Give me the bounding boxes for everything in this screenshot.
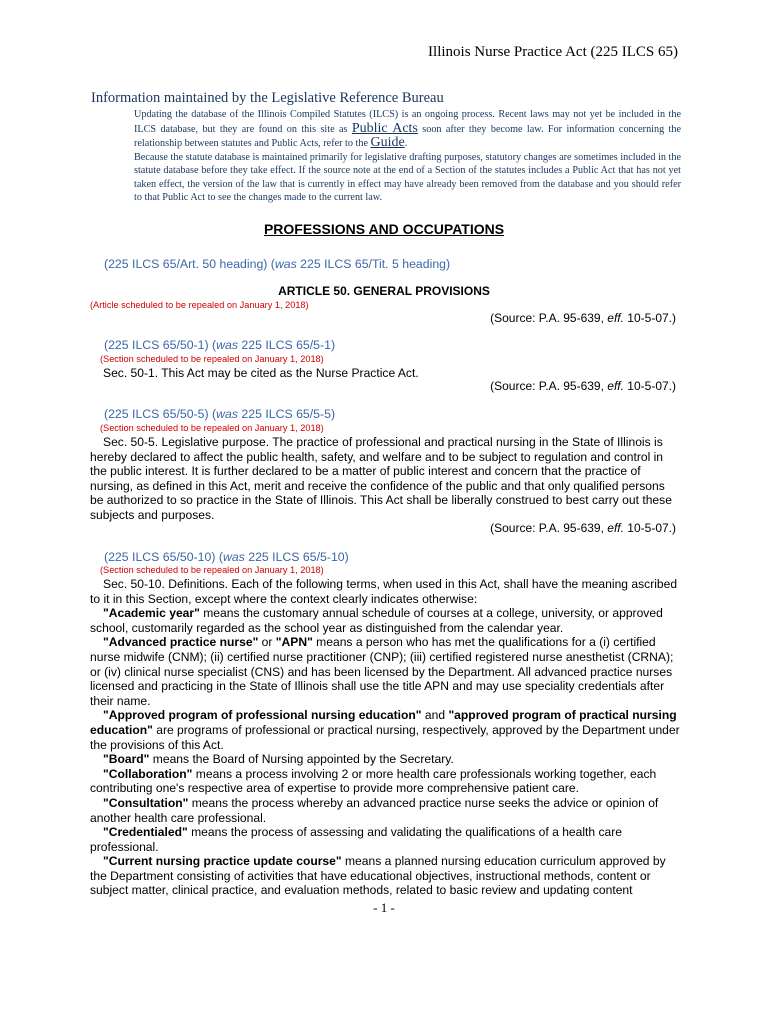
source-text: 10-5-07.) [623, 521, 676, 535]
source-text: (Source: P.A. 95-639, [490, 379, 608, 393]
citation-text: (225 ILCS 65/50-1) ( [104, 338, 217, 352]
definition-text: are programs of professional or practical nursing, respectively, approved by the Department under the provisions of this Act. [90, 722, 680, 752]
definition-term: "APN" [275, 635, 313, 650]
definition-academic-year [90, 606, 680, 635]
section-50-1-citation [104, 338, 335, 352]
lrb-text: . [404, 138, 408, 149]
citation-text: (225 ILCS 65/50-10) ( [104, 550, 223, 564]
source-text: 10-5-07.) [623, 379, 676, 393]
definition-term: "Approved program of professional nursing education" [103, 708, 422, 723]
citation-was: was [222, 550, 245, 564]
definition-text: means a planned nursing education curriculum approved by the Department consisting of activities that have educational objectives, instructional methods, content or subject matter, clinical practice, and evaluation methods, related to basic review and updating content [90, 854, 666, 898]
citation-text: 225 ILCS 65/5-1) [237, 338, 336, 352]
citation-was: was [216, 407, 238, 421]
section-50-5-repeal-note: (Section scheduled to be repealed on January 1, 2018) [100, 423, 324, 433]
section-50-5-text [90, 435, 680, 523]
definition-text: or [258, 635, 276, 650]
definition-text: means the Board of Nursing appointed by the Secretary. [149, 752, 454, 767]
section-50-5-source-note [490, 521, 676, 535]
source-eff: eff. [607, 311, 624, 325]
section-50-5-body: Sec. 50-5. Legislative purpose. The practice of professional and practical nursing in the State of Illinois is hereby declared to affect the public health, safety, and welfare and to be subject to regulation and control in the public interest. It is further declared to be a matter of public interest and concern that the practice of nursing, as defined in this Act, merit and receive the confidence of the public and that only qualified persons be authorized to so practice in the State of Illinois. This Act shall be liberally construed to best carry out these subjects and purposes. [90, 435, 672, 522]
guide-link[interactable]: Guide [370, 135, 405, 150]
section-50-10-repeal-note: (Section scheduled to be repealed on January 1, 2018) [100, 565, 324, 575]
article-repeal-note: (Article scheduled to be repealed on January 1, 2018) [90, 300, 309, 310]
source-text: (Source: P.A. 95-639, [490, 521, 608, 535]
citation-text: 225 ILCS 65/Tit. 5 heading) [296, 257, 451, 271]
lrb-notice [91, 90, 681, 205]
lrb-notice-body [134, 108, 681, 205]
definition-update-course [90, 854, 680, 898]
definition-text: means a process involving 2 or more health care professionals working together, each contributing one's respective area of expertise to provide more comprehensive patient care. [90, 766, 657, 796]
page-number: - 1 - [373, 900, 395, 915]
definition-consultation [90, 796, 680, 825]
definition-board [90, 752, 680, 767]
section-50-10-text [90, 577, 680, 898]
running-header: Illinois Nurse Practice Act (225 ILCS 65) [428, 44, 678, 60]
section-50-10-intro: Sec. 50-10. Definitions. Each of the following terms, when used in this Act, shall have the meaning ascribed to it in this Section, except where the context clearly indicates otherwise: [90, 577, 678, 606]
definition-credentialed [90, 825, 680, 854]
source-text: (Source: P.A. 95-639, [490, 311, 608, 325]
article-heading-citation [104, 257, 450, 271]
article-title: ARTICLE 50. GENERAL PROVISIONS [278, 284, 490, 298]
definition-term: "Board" [103, 752, 150, 767]
source-eff: eff. [607, 379, 624, 393]
citation-text: 225 ILCS 65/5-10) [244, 550, 349, 564]
definition-text: means the process whereby an advanced practice nurse seeks the advice or opinion of another health care professional. [90, 795, 659, 825]
citation-text: (225 ILCS 65/50-5) ( [104, 407, 217, 421]
lrb-text: Updating the database of the Illinois Compiled Statutes (ILCS) is an ongoing process. Recent laws may not yet be included in the ILCS database, but they are found on this site as [134, 109, 681, 135]
source-eff: eff. [607, 521, 624, 535]
section-50-5-citation [104, 407, 335, 421]
citation-was: was [216, 338, 238, 352]
lrb-paragraph-2: Because the statute database is maintained primarily for legislative drafting purposes, statutory changes are sometimes included in the statute database before they take effect. If the source note at the end of a Section of the statutes includes a Public Act that has not yet taken effect, the version of the law that is currently in effect may have already been removed from the database and you should refer to that Public Act to see the changes made to the current law. [134, 151, 681, 203]
lrb-paragraph-1 [134, 108, 681, 151]
definition-text: means a person who has met the qualifications for a (i) certified nurse midwife (CNM); (ii) certified nurse practitioner (CNP); (iii) certified registered nurse anesthetist (CRNA); or (iv) clinical nurse specialist (CNS) and has been licensed by the Department. All advanced practice nurses licensed and practicing in the State of Illinois shall use the title APN and may use speciality credentials after their name. [90, 635, 674, 708]
definition-apn [90, 635, 680, 708]
section-50-1-repeal-note: (Section scheduled to be repealed on January 1, 2018) [100, 354, 324, 364]
definition-term: "approved program of practical nursing education" [90, 708, 677, 737]
definition-term: "Current nursing practice update course" [103, 854, 342, 869]
section-50-10-citation [104, 550, 349, 564]
definition-collaboration [90, 767, 680, 796]
public-acts-link[interactable]: Public Acts [351, 120, 418, 136]
definition-term: "Advanced practice nurse" [103, 635, 259, 650]
definition-term: "Academic year" [103, 606, 200, 621]
definition-text: means the process of assessing and validating the qualifications of a health care professional. [90, 825, 623, 854]
definition-term: "Collaboration" [103, 766, 193, 781]
citation-was: was [274, 257, 297, 271]
section-50-1-body: Sec. 50-1. This Act may be cited as the Nurse Practice Act. [103, 366, 419, 380]
article-source-note [490, 311, 676, 325]
lrb-notice-title: Information maintained by the Legislative Reference Bureau [91, 90, 444, 106]
lrb-text: soon after they become law. For information concerning the relationship between statutes and Public Acts, refer to the [134, 123, 682, 149]
definition-text: and [421, 708, 449, 723]
section-50-1-source-note [490, 379, 676, 393]
definition-term: "Consultation" [103, 795, 189, 810]
section-title: PROFESSIONS AND OCCUPATIONS [263, 221, 505, 237]
definition-term: "Credentialed" [103, 825, 188, 840]
source-text: 10-5-07.) [623, 311, 676, 325]
citation-text: 225 ILCS 65/5-5) [237, 407, 336, 421]
definition-approved-program [90, 708, 680, 752]
definition-text: means the customary annual schedule of courses at a college, university, or approved school, customarily regarded as the school year as distinguished from the calendar year. [90, 606, 663, 635]
citation-text: (225 ILCS 65/Art. 50 heading) ( [104, 257, 275, 271]
